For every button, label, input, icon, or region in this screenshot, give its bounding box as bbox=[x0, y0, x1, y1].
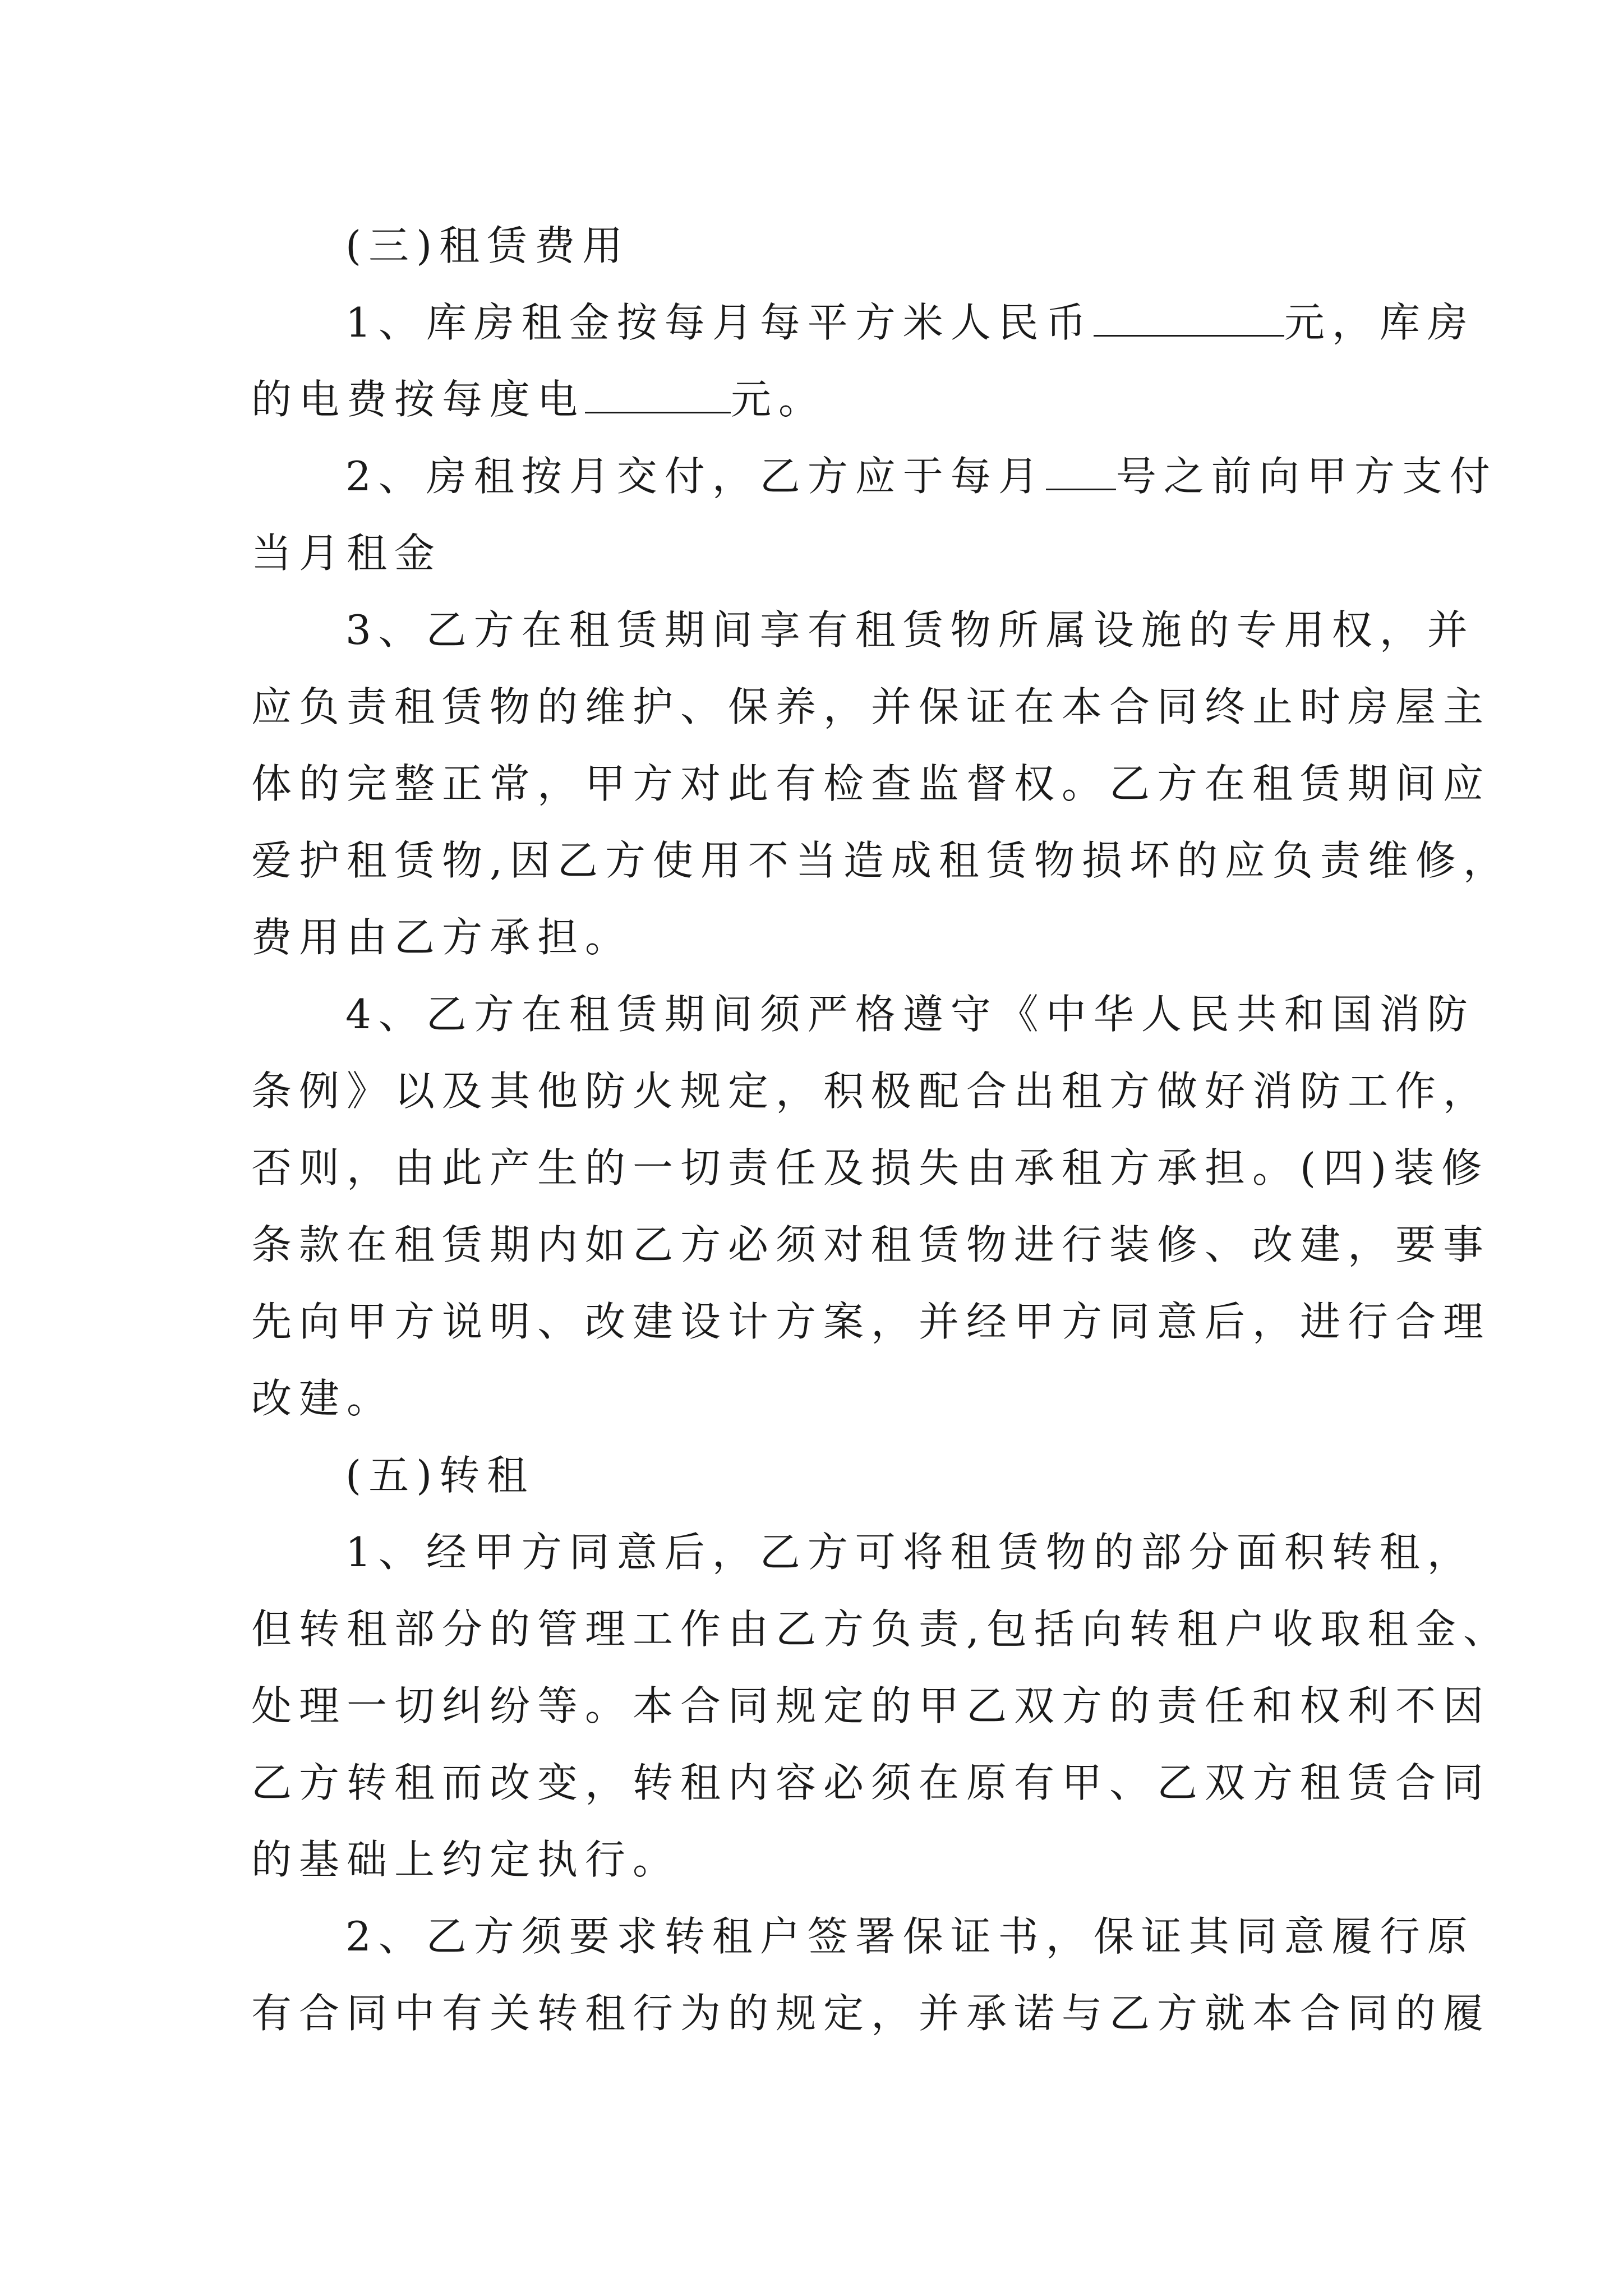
paragraph-line: 体的完整正常，甲方对此有检查监督权。乙方在租赁期间应 bbox=[251, 760, 1491, 807]
paragraph-line: 应负责租赁物的维护、保养，并保证在本合同终止时房屋主 bbox=[251, 683, 1491, 730]
paragraph-line: 的基础上约定执行。 bbox=[251, 1836, 681, 1883]
paragraph-line bbox=[251, 284, 1475, 361]
paragraph-line: 爱护租赁物,因乙方使用不当造成租赁物损坏的应负责维修， bbox=[251, 837, 1511, 884]
paragraph-line: 先向甲方说明、改建设计方案，并经甲方同意后，进行合理 bbox=[251, 1298, 1491, 1345]
paragraph-line: 乙方转租而改变，转租内容必须在原有甲、乙双方租赁合同 bbox=[251, 1759, 1491, 1806]
paragraph-line: 3、乙方在租赁期间享有租赁物所属设施的专用权，并 bbox=[345, 606, 1475, 654]
fill-blank bbox=[1046, 453, 1116, 490]
text-run: 1、库房租金按每月每平方米人民币 bbox=[345, 299, 1094, 346]
text-run: 元，库房 bbox=[1284, 299, 1475, 346]
text-run: 元。 bbox=[731, 376, 827, 423]
paragraph-line: 条款在租赁期内如乙方必须对租赁物进行装修、改建，要事 bbox=[251, 1221, 1491, 1268]
paragraph-line: 4、乙方在租赁期间须严格遵守《中华人民共和国消防 bbox=[345, 991, 1475, 1038]
paragraph-line: 否则，由此产生的一切责任及损失由承租方承担。(四)装修 bbox=[251, 1144, 1490, 1191]
paragraph-line bbox=[251, 361, 1390, 438]
fill-blank bbox=[1094, 299, 1284, 337]
section-3-heading-block bbox=[251, 208, 1390, 284]
paragraph-line: 改建。 bbox=[251, 1375, 395, 1422]
paragraph-line: 条例》以及其他防火规定，积极配合出租方做好消防工作， bbox=[251, 1068, 1491, 1115]
paragraph-line: 当月租金 bbox=[251, 530, 442, 577]
paragraph-line: 1、经甲方同意后，乙方可将租赁物的部分面积转租， bbox=[345, 1529, 1475, 1576]
text-run: 的电费按每度电 bbox=[251, 376, 585, 423]
paragraph-line: 2、乙方须要求转租户签署保证书，保证其同意履行原 bbox=[345, 1913, 1475, 1960]
fill-blank bbox=[585, 376, 731, 413]
text-run: 2、房租按月交付，乙方应于每月 bbox=[345, 453, 1046, 500]
paragraph-line: 有合同中有关转租行为的规定，并承诺与乙方就本合同的履 bbox=[251, 1990, 1491, 2037]
paragraph-line: 费用由乙方承担。 bbox=[251, 914, 633, 961]
section-heading: (五)转租 bbox=[345, 1452, 535, 1499]
paragraph-line bbox=[251, 438, 1497, 515]
paragraph-line: 但转租部分的管理工作由乙方负责,包括向转租户收取租金、 bbox=[251, 1605, 1511, 1653]
text-run: 号之前向甲方支付 bbox=[1115, 453, 1497, 500]
section-3-body bbox=[251, 284, 1511, 2052]
paragraph-line: 处理一切纠纷等。本合同规定的甲乙双方的责任和权利不因 bbox=[251, 1682, 1491, 1729]
section-heading: (三)租赁费用 bbox=[345, 222, 630, 269]
